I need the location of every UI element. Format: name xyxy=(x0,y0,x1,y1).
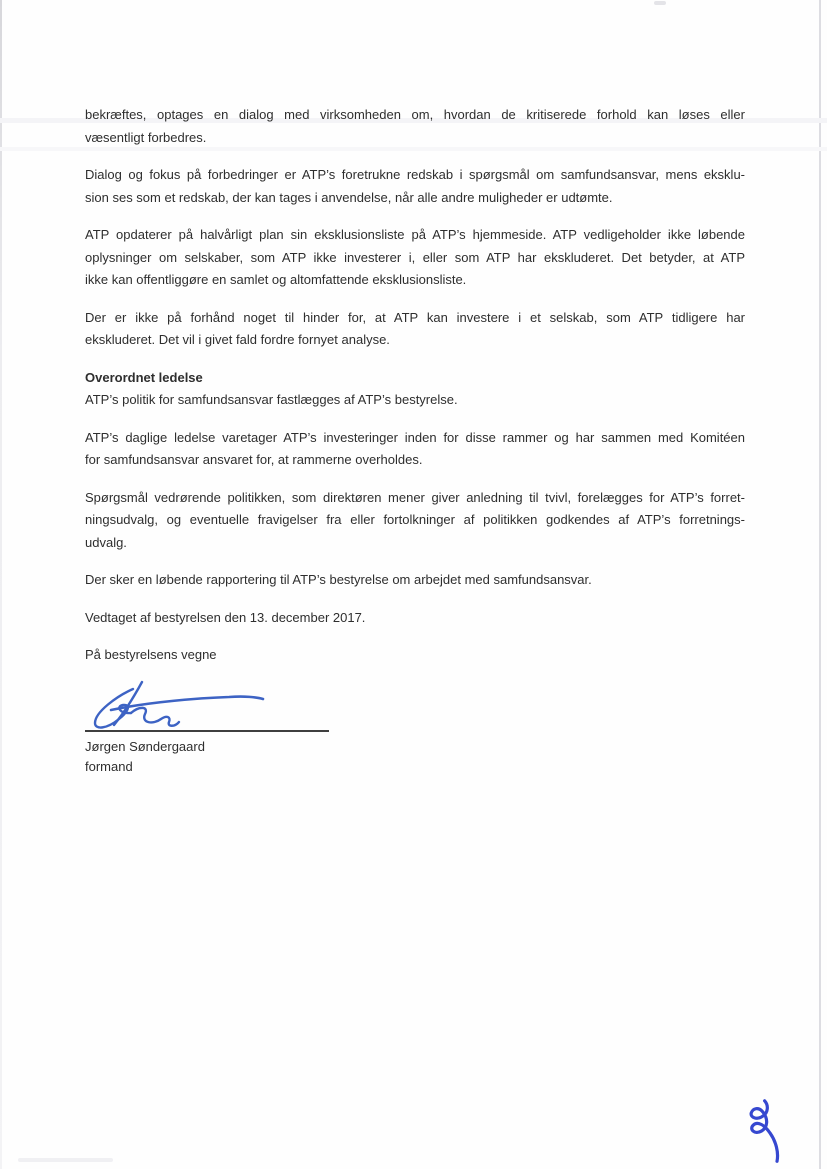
signature-intro: På bestyrelsens vegne xyxy=(85,647,217,662)
scan-smudge xyxy=(18,1158,113,1162)
text-line: ATP’s daglige ledelse varetager ATP’s investeringer inden for disse rammer og har sammen med Komitéen xyxy=(85,429,745,445)
text-line: oplysninger om selskaber, som ATP ikke investerer i, eller som ATP har ekskluderet. Det betyder, at ATP xyxy=(85,249,745,265)
scan-speck xyxy=(654,1,666,5)
text-line: udvalg. xyxy=(85,534,127,550)
section-heading: Overordnet ledelse xyxy=(85,369,203,385)
body-paragraph xyxy=(85,104,745,149)
body-paragraph xyxy=(85,224,745,292)
text-line: ATP’s politik for samfundsansvar fastlægges af ATP’s bestyrelse. xyxy=(85,392,458,407)
signatory-title: formand xyxy=(85,758,133,774)
signature-rule xyxy=(85,730,329,732)
text-line: ekskluderet. Det vil i givet fald fordre fornyet analyse. xyxy=(85,332,390,347)
body-paragraph xyxy=(85,307,745,352)
text-line: væsentligt forbedres. xyxy=(85,129,207,145)
body-paragraph xyxy=(85,427,745,472)
scan-edge-left xyxy=(0,0,2,1169)
handwritten-initials-icon xyxy=(731,1091,813,1169)
signatory-name: Jørgen Søndergaard xyxy=(85,738,205,754)
text-line: sion ses som et redskab, der kan tages i anvendelse, når alle andre muligheder er udtømte. xyxy=(85,189,613,205)
body-paragraph xyxy=(85,569,745,592)
text-line: Dialog og fokus på forbedringer er ATP’s foretrukne redskab i spørgsmål om samfundsansvar, mens eksklu- xyxy=(85,167,745,182)
document-text-layer xyxy=(85,104,745,777)
text-line: Der sker en løbende rapportering til ATP’s bestyrelse om arbejdet med samfundsansvar. xyxy=(85,572,592,587)
text-line: ATP opdaterer på halvårligt plan sin eksklusionsliste på ATP’s hjemmeside. ATP vedligeholder ikke løbende xyxy=(85,227,745,242)
scan-edge-right xyxy=(819,0,821,1169)
text-line: bekræftes, optages en dialog med virksomheden om, hvordan de kritiserede forhold kan løses eller xyxy=(85,107,745,122)
signature-block xyxy=(85,680,745,777)
text-line: for samfundsansvar ansvaret for, at rammerne overholdes. xyxy=(85,452,423,467)
handwritten-signature-icon xyxy=(89,680,269,732)
text-line: ikke kan offentliggøre en samlet og altomfattende eksklusionsliste. xyxy=(85,272,467,287)
body-paragraph xyxy=(85,389,745,412)
body-paragraph xyxy=(85,164,745,209)
body-paragraph xyxy=(85,487,745,555)
text-line: Spørgsmål vedrørende politikken, som direktøren mener giver anledning til tvivl, forelægges for ATP’s forret- xyxy=(85,489,745,505)
adoption-line: Vedtaget af bestyrelsen den 13. december 2017. xyxy=(85,609,366,625)
text-line: ningsudvalg, og eventuelle fravigelser fra eller fortolkninger af politikken godkendes af ATP’s forretnings- xyxy=(85,512,745,527)
text-line: Der er ikke på forhånd noget til hinder for, at ATP kan investere i et selskab, som ATP tidligere har xyxy=(85,309,745,325)
